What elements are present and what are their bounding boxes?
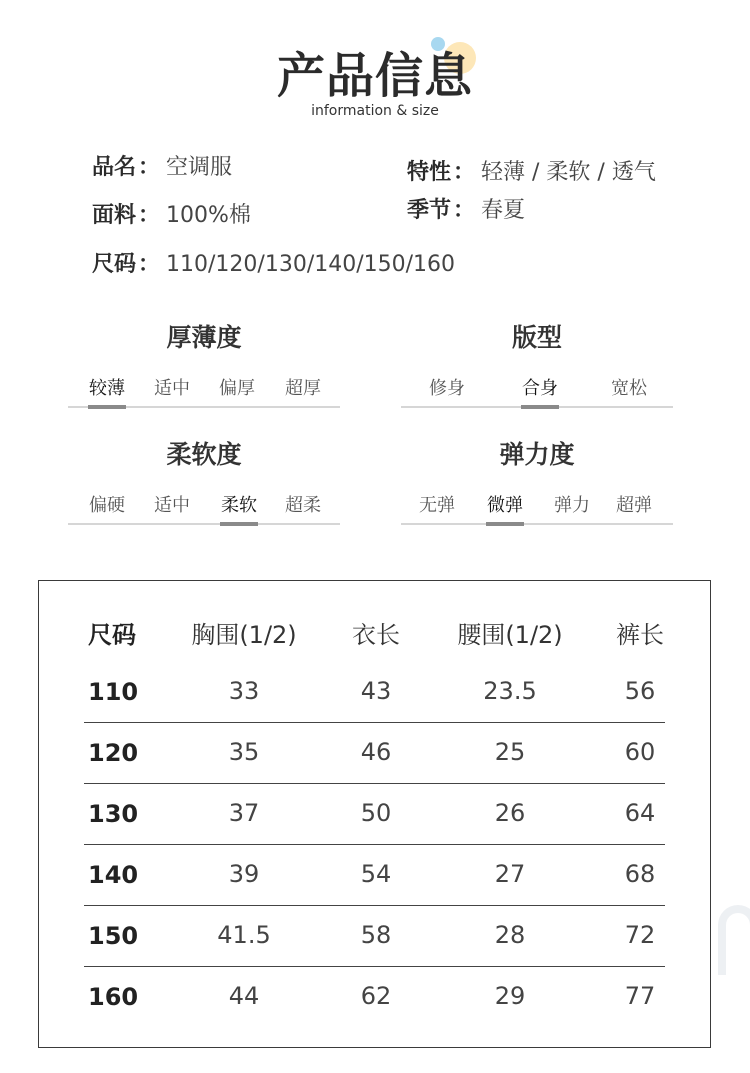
spec-elasticity-title: 弹力度 bbox=[499, 440, 575, 469]
info-name-value: 空调服 bbox=[166, 155, 233, 180]
table-header-cell: 裤长 bbox=[616, 621, 664, 649]
table-row bbox=[84, 859, 665, 920]
info-separator: ： bbox=[138, 155, 161, 180]
table-row bbox=[84, 798, 665, 859]
faint-watermark-glyph bbox=[718, 905, 750, 975]
page-title: 产品信息 bbox=[276, 48, 473, 104]
spec-option: 宽松 bbox=[611, 378, 647, 399]
table-cell: 39 bbox=[228, 860, 260, 888]
spec-option: 弹力 bbox=[554, 495, 590, 516]
table-cell: 62 bbox=[360, 982, 392, 1010]
info-size-value: 110/120/130/140/150/160 bbox=[166, 252, 456, 277]
spec-option: 修身 bbox=[429, 378, 465, 399]
table-cell: 54 bbox=[360, 860, 392, 888]
info-separator: ： bbox=[138, 252, 161, 277]
table-cell: 41.5 bbox=[217, 921, 271, 949]
table-cell: 37 bbox=[228, 799, 260, 827]
table-row-divider bbox=[84, 844, 665, 845]
table-size-cell: 150 bbox=[88, 922, 139, 950]
spec-thickness-title: 厚薄度 bbox=[166, 323, 242, 352]
spec-option: 适中 bbox=[154, 378, 190, 399]
spec-option: 超柔 bbox=[285, 495, 321, 516]
table-size-cell: 120 bbox=[88, 739, 139, 767]
spec-option: 较薄 bbox=[89, 378, 125, 399]
table-cell: 58 bbox=[360, 921, 392, 949]
table-cell: 44 bbox=[228, 982, 260, 1010]
table-cell: 35 bbox=[228, 738, 260, 766]
table-row-divider bbox=[84, 783, 665, 784]
table-cell: 77 bbox=[624, 982, 656, 1010]
page-subtitle: information & size bbox=[311, 103, 439, 119]
info-fabric-value: 100%棉 bbox=[166, 203, 251, 228]
table-row-divider bbox=[84, 905, 665, 906]
table-row bbox=[84, 981, 665, 1042]
table-cell: 26 bbox=[494, 799, 526, 827]
table-row bbox=[84, 920, 665, 981]
spec-softness-title: 柔软度 bbox=[166, 440, 242, 469]
info-separator: ： bbox=[453, 198, 476, 223]
table-header-cell: 衣长 bbox=[352, 621, 400, 649]
spec-option: 合身 bbox=[522, 378, 558, 399]
table-cell: 25 bbox=[494, 738, 526, 766]
table-cell: 28 bbox=[494, 921, 526, 949]
table-cell: 43 bbox=[360, 677, 392, 705]
table-cell: 68 bbox=[624, 860, 656, 888]
spec-option: 适中 bbox=[154, 495, 190, 516]
info-size-key: 尺码 bbox=[92, 252, 137, 277]
info-season-value: 春夏 bbox=[481, 198, 526, 223]
spec-option: 超弹 bbox=[616, 495, 652, 516]
table-header-cell: 胸围(1/2) bbox=[191, 621, 297, 649]
table-size-cell: 110 bbox=[88, 678, 139, 706]
spec-option: 柔软 bbox=[221, 495, 257, 516]
table-header-cell: 尺码 bbox=[88, 621, 136, 649]
spec-option: 无弹 bbox=[419, 495, 455, 516]
info-separator: ： bbox=[453, 160, 476, 185]
info-feature-key: 特性 bbox=[407, 160, 452, 185]
spec-option: 微弹 bbox=[487, 495, 523, 516]
table-row bbox=[84, 737, 665, 798]
info-fabric-key: 面料 bbox=[92, 203, 137, 228]
table-cell: 33 bbox=[228, 677, 260, 705]
table-row bbox=[84, 676, 665, 737]
table-cell: 46 bbox=[360, 738, 392, 766]
table-row-divider bbox=[84, 966, 665, 967]
spec-option: 偏厚 bbox=[219, 378, 255, 399]
table-size-cell: 140 bbox=[88, 861, 139, 889]
table-size-cell: 130 bbox=[88, 800, 139, 828]
table-cell: 72 bbox=[624, 921, 656, 949]
info-season-key: 季节 bbox=[407, 198, 452, 223]
table-size-cell: 160 bbox=[88, 983, 139, 1011]
spec-fit-title: 版型 bbox=[511, 323, 562, 352]
spec-option: 超厚 bbox=[285, 378, 321, 399]
spec-option: 偏硬 bbox=[89, 495, 125, 516]
table-cell: 29 bbox=[494, 982, 526, 1010]
table-cell: 50 bbox=[360, 799, 392, 827]
table-cell: 56 bbox=[624, 677, 656, 705]
table-cell: 60 bbox=[624, 738, 656, 766]
info-separator: ： bbox=[138, 203, 161, 228]
table-cell: 23.5 bbox=[483, 677, 537, 705]
table-cell: 27 bbox=[494, 860, 526, 888]
info-name-key: 品名 bbox=[92, 155, 137, 180]
table-header-cell: 腰围(1/2) bbox=[457, 621, 563, 649]
table-cell: 64 bbox=[624, 799, 656, 827]
info-feature-value: 轻薄 / 柔软 / 透气 bbox=[481, 160, 656, 185]
table-row-divider bbox=[84, 722, 665, 723]
